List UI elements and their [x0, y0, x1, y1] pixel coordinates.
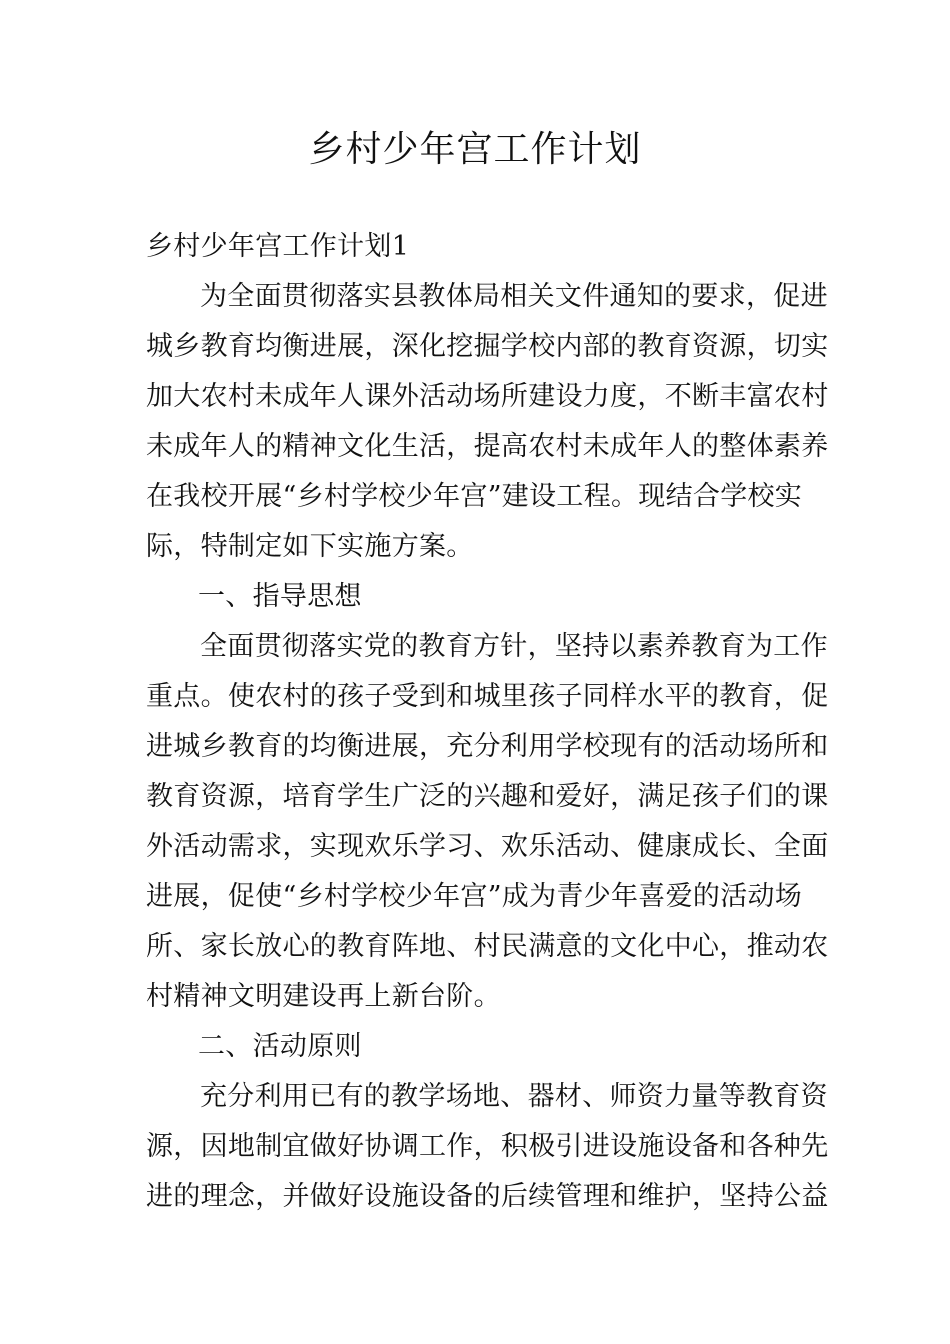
paragraph-line: 外活动需求，实现欢乐学习、欢乐活动、健康成长、全面 — [146, 831, 829, 862]
paragraph-line: 在我校开展“乡村学校少年宫”建设工程。现结合学校实 — [146, 481, 803, 512]
paragraph-line: 进展，促使“乡村学校少年宫”成为青少年喜爱的活动场 — [146, 881, 803, 912]
paragraph-line: 城乡教育均衡进展，深化挖掘学校内部的教育资源，切实 — [146, 331, 829, 362]
document-subtitle: 乡村少年宫工作计划1 — [146, 231, 410, 262]
section-heading: 二、活动原则 — [198, 1031, 362, 1062]
paragraph-line: 际，特制定如下实施方案。 — [146, 531, 474, 562]
paragraph-line: 所、家长放心的教育阵地、村民满意的文化中心，推动农 — [146, 931, 829, 962]
paragraph-line: 充分利用已有的教学场地、器材、师资力量等教育资 — [200, 1081, 828, 1112]
paragraph-line: 教育资源，培育学生广泛的兴趣和爱好，满足孩子们的课 — [146, 781, 829, 812]
paragraph-line: 重点。使农村的孩子受到和城里孩子同样水平的教育，促 — [146, 681, 829, 712]
paragraph-line: 加大农村未成年人课外活动场所建设力度，不断丰富农村 — [146, 381, 829, 412]
paragraph-line: 全面贯彻落实党的教育方针，坚持以素养教育为工作 — [200, 631, 828, 662]
paragraph-line: 村精神文明建设再上新台阶。 — [146, 981, 501, 1012]
section-heading: 一、指导思想 — [198, 581, 362, 612]
paragraph-line: 进城乡教育的均衡进展，充分利用学校现有的活动场所和 — [146, 731, 829, 762]
paragraph-line: 进的理念，并做好设施设备的后续管理和维护，坚持公益 — [146, 1181, 829, 1212]
document-body — [146, 222, 829, 1222]
paragraph-line: 为全面贯彻落实县教体局相关文件通知的要求，促进 — [200, 281, 828, 312]
paragraph-line: 未成年人的精神文化生活，提高农村未成年人的整体素养 — [146, 431, 829, 462]
document-title: 乡村少年宫工作计划 — [308, 129, 642, 170]
paragraph-line: 源，因地制宜做好协调工作，积极引进设施设备和各种先 — [146, 1131, 829, 1162]
